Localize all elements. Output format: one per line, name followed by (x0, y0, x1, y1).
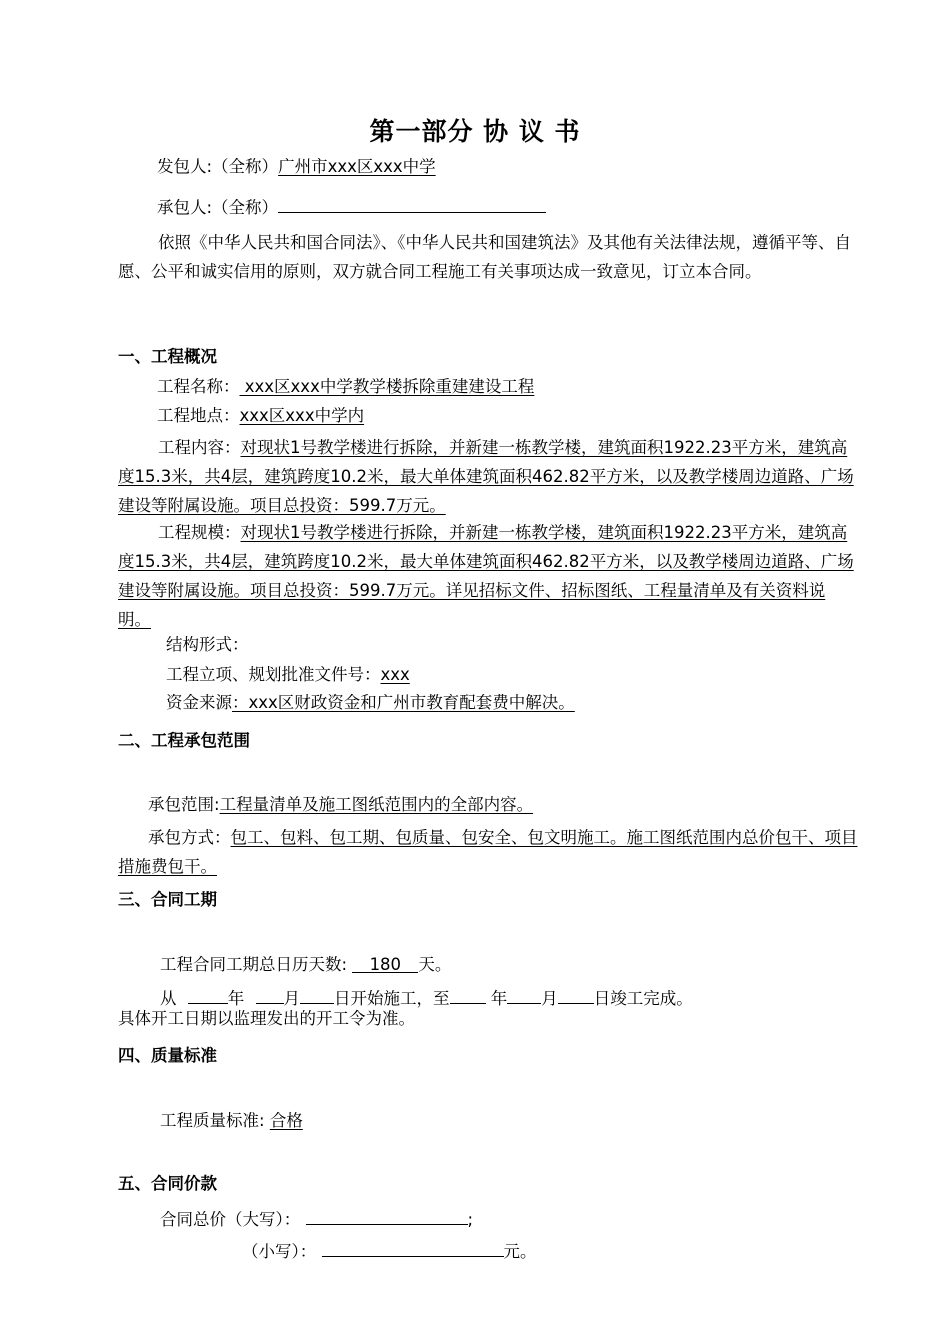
section-2-heading: 二、工程承包范围 (118, 731, 250, 750)
price-lower-label: （小写）： (242, 1242, 317, 1261)
start-month-text: 月 (283, 989, 300, 1008)
price-lower-line (242, 1238, 537, 1263)
approval-label: 工程立项、规划批准文件号： (166, 665, 381, 684)
page-title: 第一部分 协 议 书 (369, 117, 581, 146)
contractor-line (157, 194, 546, 219)
approval-line (166, 664, 410, 686)
price-upper-label: 合同总价（大写）： (160, 1210, 301, 1229)
end-month-blank (507, 985, 541, 1004)
fund-line (166, 692, 575, 714)
employer-value: 广州市xxx区xxx中学 (278, 157, 436, 176)
project-content-value: 对现状1号教学楼进行拆除，并新建一栋教学楼，建筑面积1922.23平方米，建筑高度15.3米，共4层，建筑跨度10.2米，最大单体建筑面积462.82平方米，以及教学楼周边道路、广场建设等附属设施。项目总投资：599.7万元。 (118, 438, 854, 515)
employer-line (157, 156, 436, 178)
start-day-blank (300, 985, 334, 1004)
price-upper-line (160, 1206, 473, 1231)
days-value: 180 (352, 954, 418, 973)
scope-line (148, 794, 533, 816)
structure-line (166, 634, 249, 656)
scope-label: 承包范围: (148, 795, 220, 814)
from-text: 从 (160, 989, 177, 1008)
end-text: 日竣工完成。 (593, 989, 693, 1008)
contractor-blank (278, 194, 546, 213)
price-lower-end: 元。 (503, 1242, 537, 1261)
start-month-blank (256, 985, 284, 1004)
project-scale-label: 工程规模： (158, 523, 241, 542)
approval-value: xxx (380, 665, 410, 684)
period-line (160, 985, 693, 1010)
project-content-label: 工程内容： (158, 438, 241, 457)
structure-label: 结构形式： (166, 635, 249, 654)
employer-label: 发包人:（全称） (157, 157, 279, 176)
end-year-text: 年 (490, 989, 508, 1008)
project-scale-value: 对现状1号教学楼进行拆除，并新建一栋教学楼，建筑面积1922.23平方米，建筑高度15.3米，共4层，建筑跨度10.2米，最大单体建筑面积462.82平方米，以及教学楼周边道路、广场建设等附属设施。项目总投资：599.7万元。详见招标文件、招标图纸、工程量清单及有关资料说明。 (118, 523, 854, 629)
project-content-paragraph (118, 433, 858, 520)
mode-paragraph (118, 823, 858, 881)
fund-value: ：xxx区财政资金和广州市教育配套费中解决。 (232, 693, 575, 712)
section-3-heading: 三、合同工期 (118, 890, 217, 909)
days-line (160, 954, 451, 976)
scope-value: 工程量清单及施工图纸范围内的全部内容。 (219, 795, 534, 814)
end-day-blank (558, 985, 594, 1004)
mode-label: 承包方式： (148, 828, 231, 847)
section-4-heading: 四、质量标准 (118, 1046, 217, 1065)
section-5-heading: 五、合同价款 (118, 1174, 217, 1193)
section-1-heading: 一、工程概况 (118, 347, 217, 366)
end-month-text: 月 (541, 989, 558, 1008)
end-year-blank (450, 985, 486, 1004)
price-lower-blank (322, 1238, 504, 1257)
quality-line (160, 1110, 303, 1132)
fund-label: 资金来源 (166, 693, 232, 712)
contractor-label: 承包人:（全称） (157, 198, 279, 217)
period-note: 具体开工日期以监理发出的开工令为准。 (118, 1009, 415, 1028)
project-location-value: xxx区xxx中学内 (239, 406, 365, 425)
start-text: 日开始施工，至 (334, 989, 450, 1008)
project-location-label: 工程地点： (157, 406, 240, 425)
days-unit: 天。 (418, 955, 452, 974)
project-name-line (157, 376, 534, 398)
project-location-line (157, 405, 364, 427)
days-label: 工程合同工期总日历天数: (160, 955, 348, 974)
project-name-label: 工程名称： (157, 377, 240, 396)
mode-value: 包工、包料、包工期、包质量、包安全、包文明施工。施工图纸范围内总价包干、项目措施费包干。 (118, 828, 858, 876)
intro-paragraph (118, 228, 858, 286)
price-upper-blank (306, 1206, 468, 1225)
intro-text: 依照《中华人民共和国合同法》、《中华人民共和国建筑法》及其他有关法律法规，遵循平等、自愿、公平和诚实信用的原则，双方就合同工程施工有关事项达成一致意见，订立本合同。 (118, 233, 851, 281)
project-name-value: xxx区xxx中学教学楼拆除重建建设工程 (239, 377, 535, 396)
quality-value: 合格 (269, 1111, 303, 1130)
price-upper-end: ; (467, 1210, 474, 1229)
project-scale-paragraph (118, 518, 858, 634)
start-year-text: 年 (227, 989, 245, 1008)
quality-label: 工程质量标准: (160, 1111, 265, 1130)
start-year-blank (188, 985, 228, 1004)
